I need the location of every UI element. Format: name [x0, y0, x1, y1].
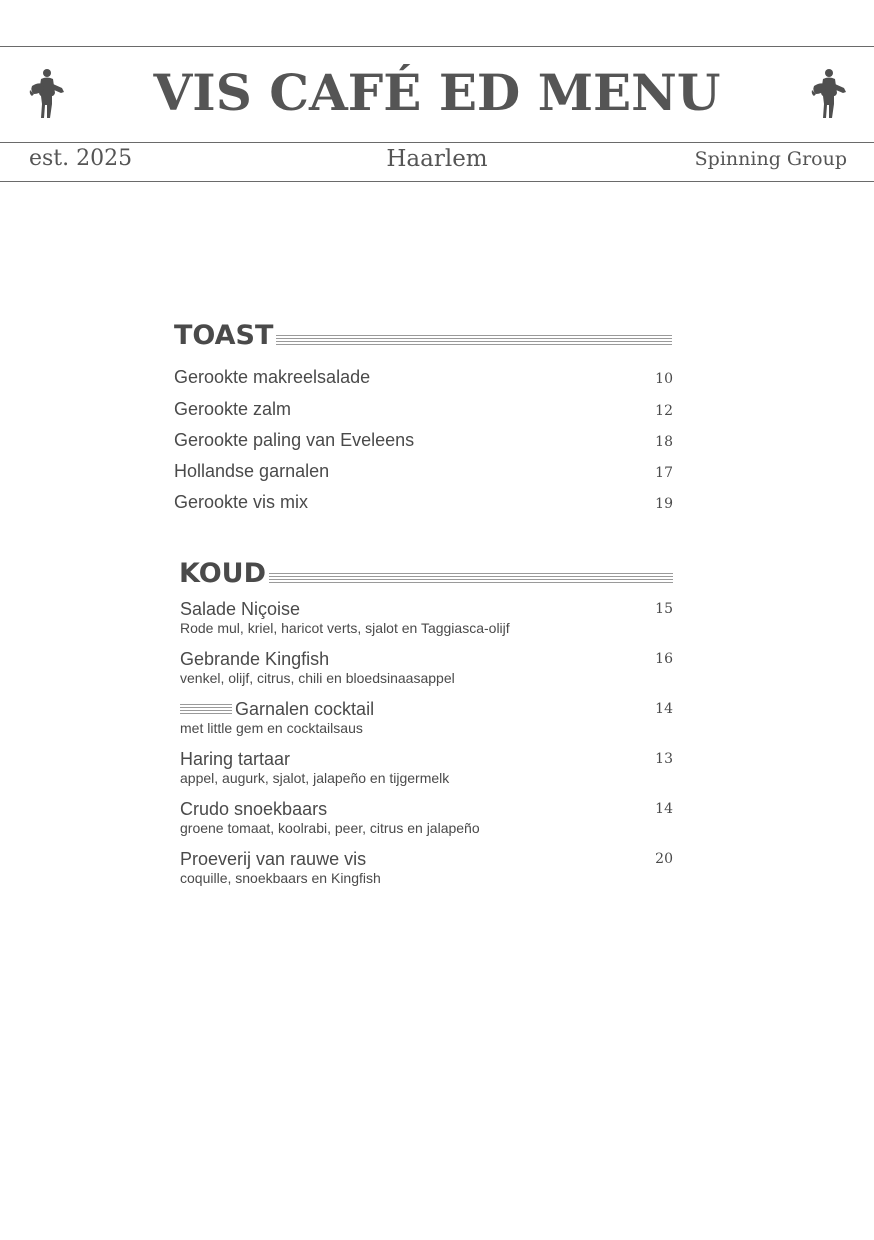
menu-item-name-group	[180, 699, 374, 720]
section-rule	[276, 335, 672, 346]
section-header-toast	[174, 319, 672, 353]
menu-item-price: 17	[655, 465, 673, 481]
menu-item	[174, 367, 673, 388]
menu-item-price: 16	[655, 651, 673, 667]
decorative-rule	[180, 704, 232, 715]
menu-item	[180, 848, 673, 887]
city-label: Haarlem	[386, 146, 488, 172]
menu-item-description: groene tomaat, koolrabi, peer, citrus en jalapeño	[180, 820, 480, 836]
section-rule	[269, 573, 673, 584]
menu-item	[174, 430, 673, 451]
menu-item-description: met little gem en cocktailsaus	[180, 720, 363, 736]
menu-item-description: Rode mul, kriel, haricot verts, sjalot en Taggiasca-olijf	[180, 620, 510, 636]
menu-item-name: Gerookte vis mix	[174, 492, 309, 512]
menu-item	[180, 748, 673, 787]
menu-item-name: Salade Niçoise	[180, 598, 301, 619]
menu-item-price: 13	[655, 751, 673, 767]
header-top-rule	[0, 46, 874, 47]
header-bottom-rule	[0, 181, 874, 182]
menu-item-name: Hollandse garnalen	[174, 461, 330, 481]
menu-item-name: Gerookte zalm	[174, 399, 292, 419]
menu-item	[180, 648, 673, 687]
menu-item-name: Garnalen cocktail	[235, 698, 375, 719]
menu-item-name: Gerookte paling van Eveleens	[174, 430, 415, 450]
menu-item-description: appel, augurk, sjalot, jalapeño en tijgermelk	[180, 770, 450, 786]
menu-item-price: 18	[655, 434, 673, 450]
menu-item	[180, 798, 673, 837]
section-title: KOUD	[179, 558, 266, 589]
established-label: est. 2025	[29, 146, 133, 171]
menu-item	[180, 598, 673, 637]
menu-item-price: 10	[655, 371, 673, 387]
menu-item	[174, 461, 673, 482]
menu-item-price: 19	[655, 496, 673, 512]
menu-item-price: 14	[655, 801, 673, 817]
menu-item-price: 15	[655, 601, 673, 617]
menu-item	[180, 698, 673, 737]
menu-item-description: coquille, snoekbaars en Kingfish	[180, 870, 381, 886]
section-title: TOAST	[174, 320, 274, 351]
group-label: Spinning Group	[694, 148, 847, 170]
menu-item-name: Gerookte makreelsalade	[174, 367, 371, 387]
menu-item-name: Gebrande Kingfish	[180, 648, 330, 669]
menu-item	[174, 399, 673, 420]
menu-item-name: Haring tartaar	[180, 748, 291, 769]
menu-item	[174, 492, 673, 513]
menu-item-price: 14	[655, 701, 673, 717]
menu-item-price: 20	[655, 851, 673, 867]
section-header-koud	[179, 557, 673, 591]
page-title: VIS CAFÉ ED MENU	[153, 63, 721, 122]
menu-item-price: 12	[655, 403, 673, 419]
menu-item-name: Proeverij van rauwe vis	[180, 848, 367, 869]
menu-item-name: Crudo snoekbaars	[180, 798, 328, 819]
menu-item-description: venkel, olijf, citrus, chili en bloedsinaasappel	[180, 670, 455, 686]
